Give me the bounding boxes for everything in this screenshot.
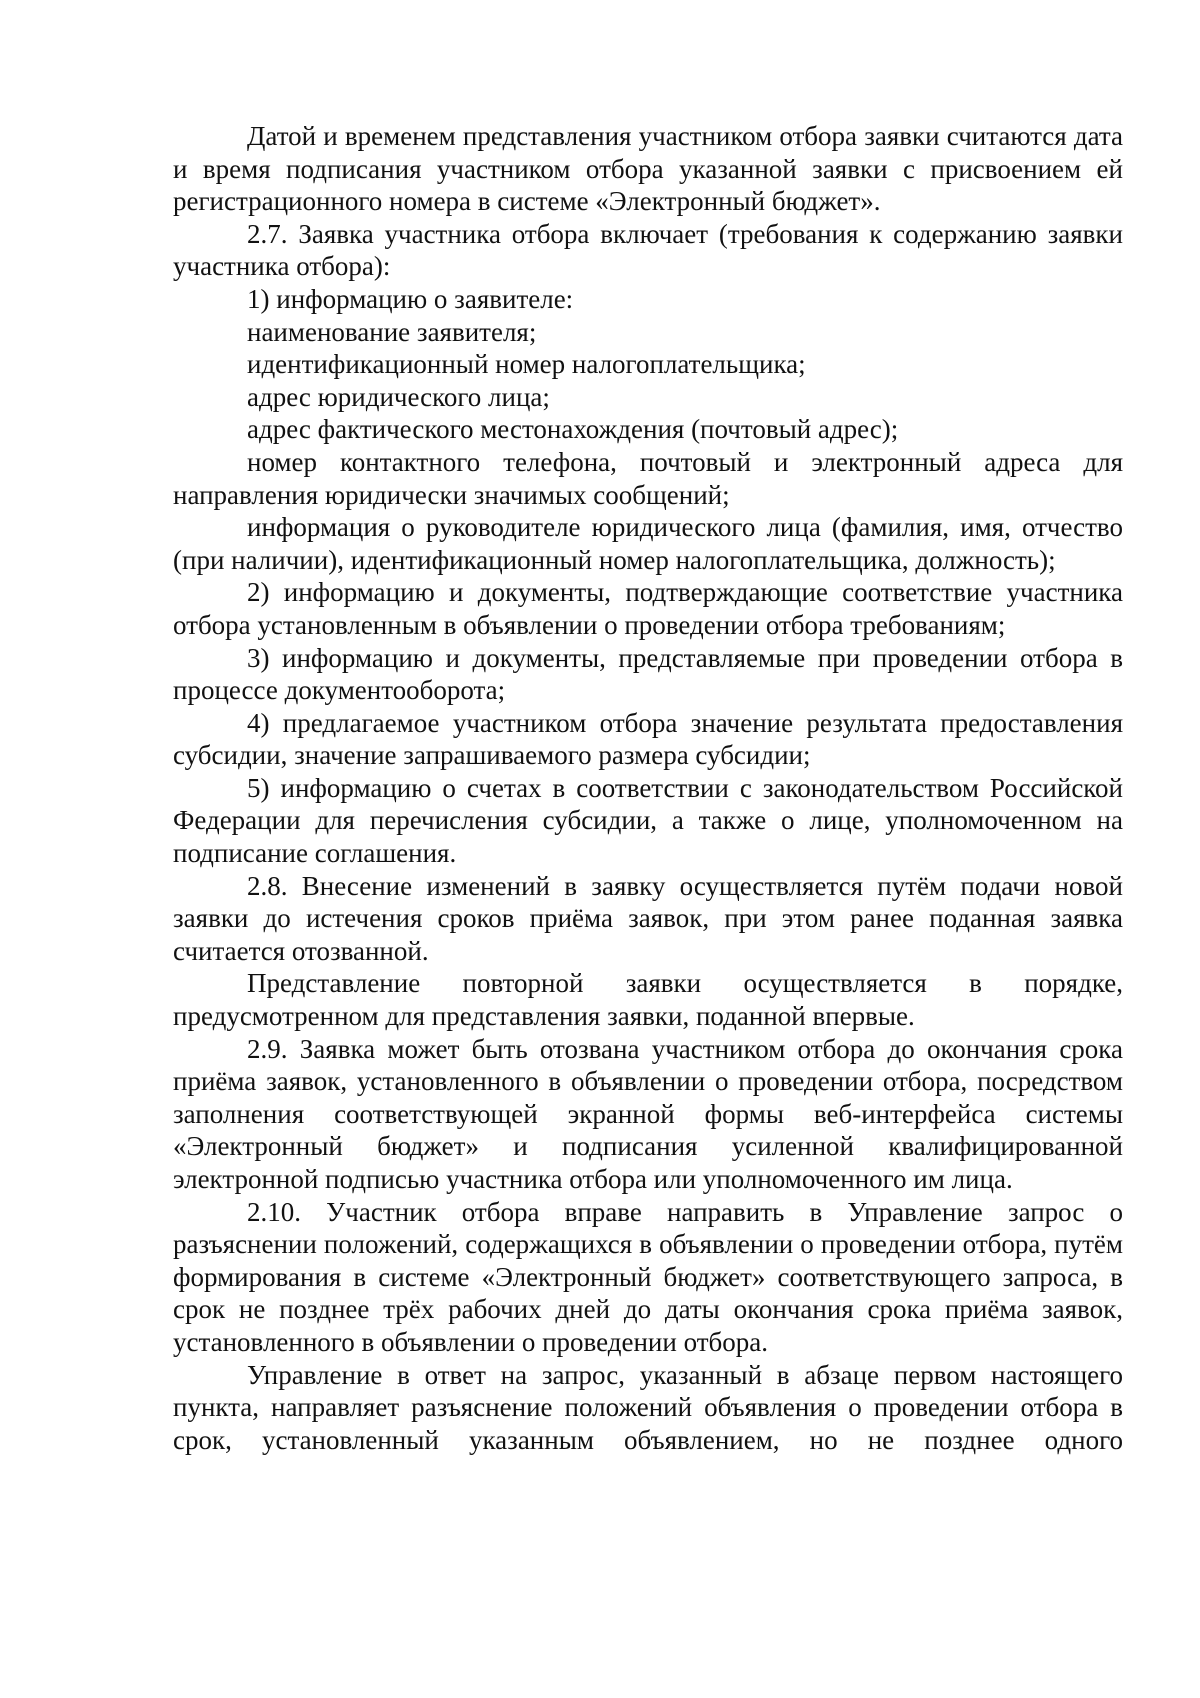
paragraph-2-8: 2.8. Внесение изменений в заявку осуществляется путём подачи новой заявки до истечения сроков приёма заявок, при этом ранее поданная заявка считается отозванной. <box>173 870 1123 966</box>
paragraph-2-7: 2.7. Заявка участника отбора включает (требования к содержанию заявки участника отбора): <box>173 218 1123 282</box>
paragraph-submission-date: Датой и временем представления участником отбора заявки считаются дата и время подписания участником отбора указанной заявки с присвоением ей регистрационного номера в системе «Электронный бюджет». <box>173 121 1123 217</box>
list-item-proposed-result: 4) предлагаемое участником отбора значение результата предоставления субсидии, значение запрашиваемого размера субсидии; <box>173 707 1123 771</box>
paragraph-2-9: 2.9. Заявка может быть отозвана участником отбора до окончания срока приёма заявок, установленного в объявлении о проведении отбора, посредством заполнения соответствующей экранной формы веб-интерфейса системы «Электронный бюджет» и подписания усиленной квалифицированной электронной подписью участника отбора или уполномоченного им лица. <box>173 1033 1123 1194</box>
list-item-inn: идентификационный номер налогоплательщика; <box>247 349 806 380</box>
list-item-workflow-docs: 3) информацию и документы, представляемые при проведении отбора в процессе документооборота; <box>173 642 1123 706</box>
list-item-applicant-info: 1) информацию о заявителе: <box>247 283 574 314</box>
list-item-actual-address: адрес фактического местонахождения (почтовый адрес); <box>247 414 899 445</box>
list-item-legal-address: адрес юридического лица; <box>247 381 550 412</box>
paragraph-2-10: 2.10. Участник отбора вправе направить в Управление запрос о разъяснении положений, содержащихся в объявлении о проведении отбора, путём формирования в системе «Электронный бюджет» соответствующего запроса, в срок не позднее трёх рабочих дней до даты окончания срока приёма заявок, установленного в объявлении о проведении отбора. <box>173 1196 1123 1357</box>
paragraph-repeat-application: Представление повторной заявки осуществляется в порядке, предусмотренном для представления заявки, поданной впервые. <box>173 968 1123 1032</box>
document-body <box>173 120 1123 1456</box>
paragraph-management-response: Управление в ответ на запрос, указанный в абзаце первом настоящего пункта, направляет разъяснение положений объявления о проведении отбора в срок, установленный указанным объявлением, но не позднее одного <box>173 1359 1123 1455</box>
list-item-contacts: номер контактного телефона, почтовый и электронный адреса для направления юридически значимых сообщений; <box>173 446 1123 510</box>
list-item-applicant-name: наименование заявителя; <box>247 316 537 347</box>
list-item-compliance-docs: 2) информацию и документы, подтверждающие соответствие участника отбора установленным в объявлении о проведении отбора требованиям; <box>173 577 1123 640</box>
list-item-manager-info: информация о руководителе юридического лица (фамилия, имя, отчество (при наличии), идентификационный номер налогоплательщика, должность); <box>173 512 1123 575</box>
list-item-accounts: 5) информацию о счетах в соответствии с законодательством Российской Федерации для перечисления субсидии, а также о лице, уполномоченном на подписание соглашения. <box>173 772 1123 869</box>
